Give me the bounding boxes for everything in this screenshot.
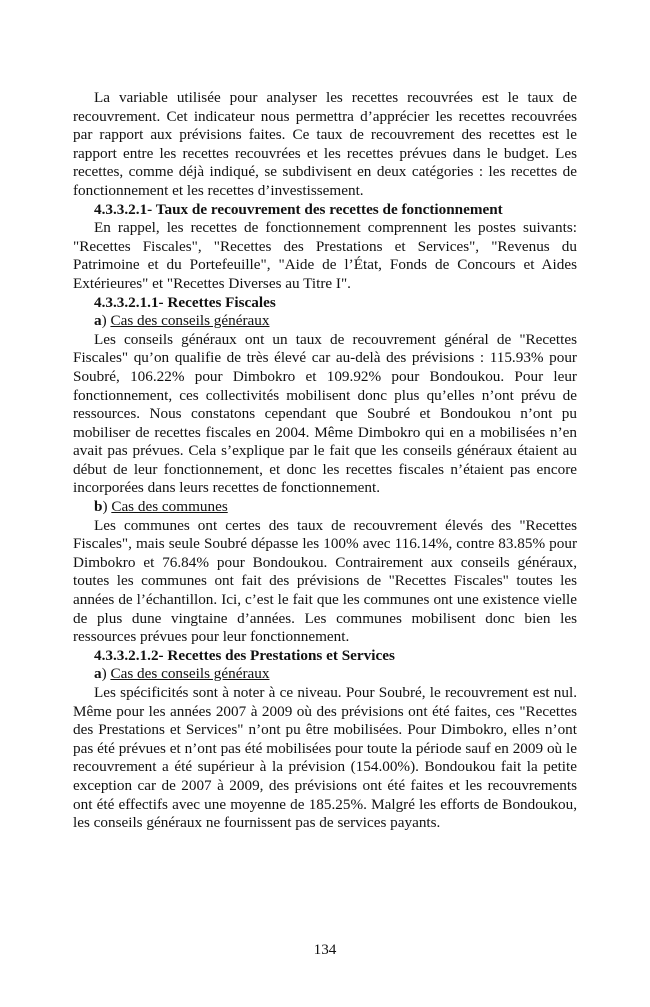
section-heading-prestations-services: 4.3.3.2.1.2- Recettes des Prestations et Services — [94, 646, 395, 664]
subsection-title: Cas des conseils généraux — [110, 665, 270, 683]
subsection-communes: b) Cas des communes — [94, 498, 228, 516]
intro-paragraph: La variable utilisée pour analyser les recettes recouvrées est le taux de recouvrement. Cet indicateur nous permettra d’apprécier les recettes recouvrées par rapport aux prévisions faites. Ce taux de recouvrement des recettes est le rapport entre les recettes recouvrées et les recettes prévues dans le budget. Les recettes, comme déjà indiqué, se subdivisent en deux catégories : les recettes de fonctionnement et les recettes d’investissement. — [73, 89, 577, 199]
page-body — [73, 89, 577, 833]
section-heading-4-3-3-2-1: 4.3.3.2.1- Taux de recouvrement des recettes de fonctionnement — [94, 200, 503, 218]
subsection-title: Cas des conseils généraux — [110, 312, 270, 330]
conseils-generaux-prestations-paragraph: Les spécificités sont à noter à ce niveau. Pour Soubré, le recouvrement est nul. Même pour les années 2007 à 2009 où des prévisions ont été faites, ces "Recettes des Prestations et Services" n’ont pu être mobilisées. Pour Dimbokro, elles n’ont pas été prévues et n’ont pas été mobilisées pour toute la période sauf en 2009 où le recouvrement a été supérieur à la prévision (154.00%). Bondoukou fait la petite exception car de 2007 à 2009, des prévisions ont été faites et les recouvrements ont été effectifs avec une moyenne de 185.25%. Malgré les efforts de Bondoukou, les conseils généraux ne fournissent pas de services payants. — [73, 684, 577, 832]
conseils-generaux-fiscales-paragraph: Les conseils généraux ont un taux de recouvrement général de "Recettes Fiscales" qu’on qualifie de très élevé car au-delà des prévisions : 115.93% pour Soubré, 106.22% pour Dimbokro et 109.92% pour Bondoukou. Pour leur fonctionnement, ces collectivités mobilisent donc plus qu’elles n’ont prévu de ressources. Nous constatons cependant que Soubré et Bondoukou n’ont pu mobiliser de recettes fiscales en 2004. Même Dimbokro qui en a mobilisées n’en avait pas prévues. Cela s’explique par le fait que les conseils généraux étaient au début de leur fonctionnement, et donc les recettes fiscales n’étaient pas encore incorporées dans leurs recettes de fonctionnement. — [73, 330, 577, 497]
subsection-letter: a — [94, 665, 102, 683]
communes-fiscales-paragraph: Les communes ont certes des taux de recouvrement élevés des "Recettes Fiscales", mais seule Soubré dépasse les 100% avec 116.14%, contre 83.85% pour Dimbokro et 76.84% pour Bondoukou. Contrairement aux conseils généraux, toutes les communes ont fait des prévisions de "Recettes Fiscales" toutes les années de l’échantillon. Ici, c’est le fait que les communes ont une existence vielle de plus dune vingtaine d’années. Les communes mobilisent donc bien les ressources prévues pour leur fonctionnement. — [73, 516, 577, 646]
subsection-conseils-generaux-2: a) Cas des conseils généraux — [94, 665, 270, 683]
subsection-letter: b — [94, 498, 103, 516]
subsection-title: Cas des communes — [111, 498, 228, 516]
section-heading-recettes-fiscales: 4.3.3.2.1.1- Recettes Fiscales — [94, 293, 276, 311]
page-number: 134 — [313, 941, 337, 958]
subsection-letter: a — [94, 312, 102, 330]
subsection-conseils-generaux-1: a) Cas des conseils généraux — [94, 312, 270, 330]
recall-paragraph: En rappel, les recettes de fonctionnement comprennent les postes suivants: "Recettes Fiscales", "Recettes des Prestations et Services", "Revenus du Patrimoine et du Portefeuille", "Aide de l’État, Fonds de Concours et Aides Extérieures" et "Recettes Diverses au Titre I". — [73, 219, 577, 292]
